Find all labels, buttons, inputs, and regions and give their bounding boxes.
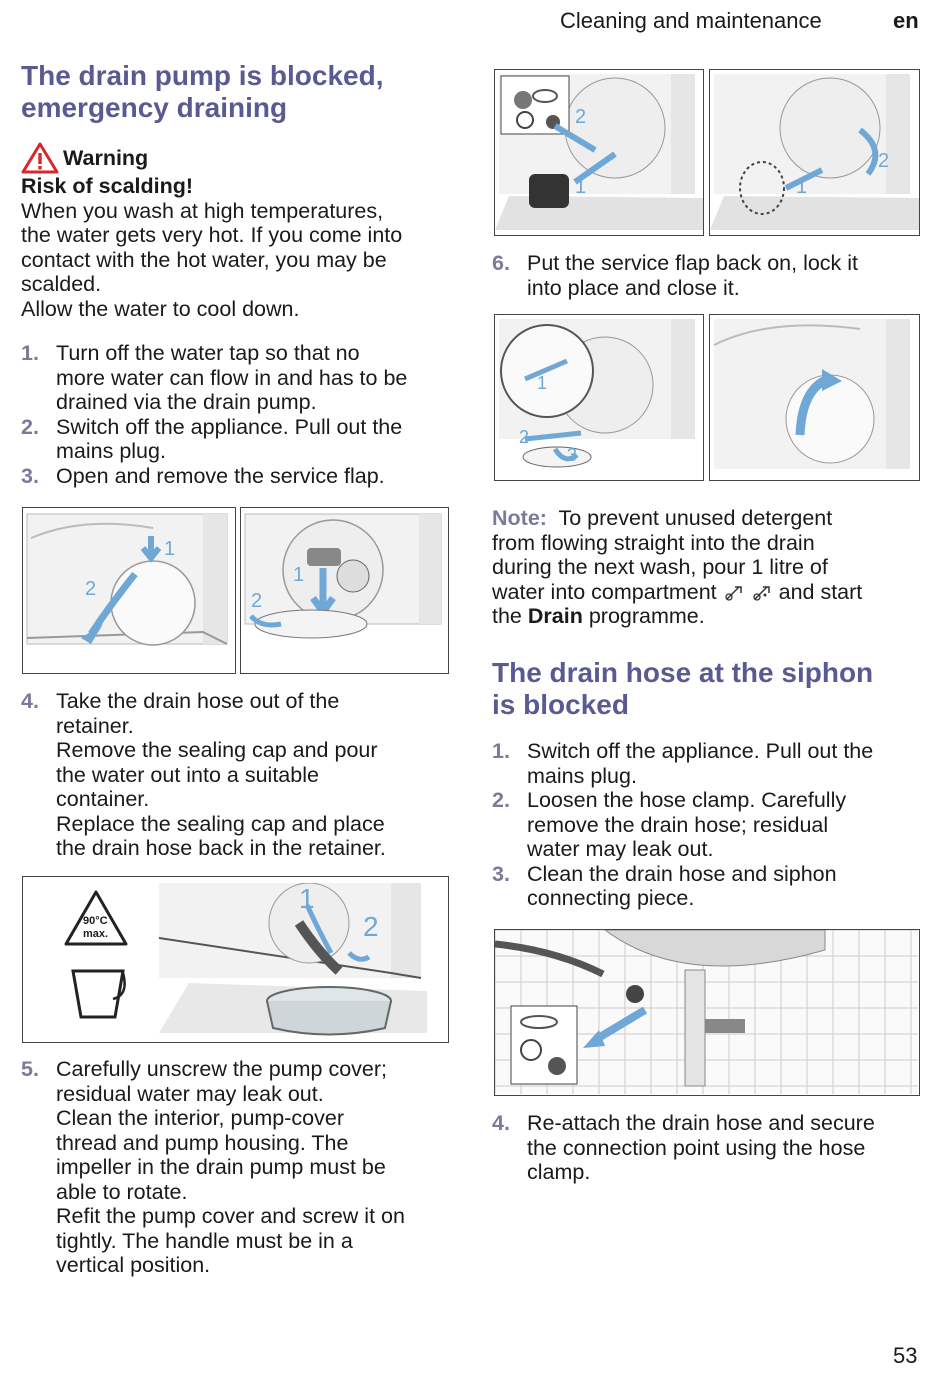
step-line: Switch off the appliance. Pull out the — [527, 739, 874, 763]
list-item — [21, 415, 451, 464]
figure-label: 2 — [85, 578, 97, 600]
warning-body — [21, 199, 451, 322]
list-item — [21, 1057, 451, 1278]
step-line: Refit the pump cover and screw it on — [56, 1204, 405, 1228]
figure-siphon — [494, 929, 920, 1096]
step-line: more water can flow in and has to be — [56, 365, 408, 390]
step-line: the water out into a suitable — [56, 762, 319, 787]
steps-list-c — [21, 1057, 451, 1278]
figure-panel — [240, 507, 449, 674]
list-item — [492, 739, 922, 788]
detergent-compartment-icon — [723, 583, 745, 601]
list-item — [492, 251, 922, 300]
step-line: vertical position. — [56, 1253, 211, 1277]
figure-label: 3 — [567, 445, 578, 465]
note-line: during the next wash, pour 1 litre of — [492, 555, 828, 579]
machine-illustration — [241, 508, 449, 674]
note-line: from flowing straight into the drain — [492, 530, 815, 555]
title-line: emergency draining — [21, 92, 288, 123]
warning-triangle-icon — [21, 142, 59, 174]
figure-label: 1 — [164, 538, 176, 560]
section-title-siphon — [492, 657, 922, 721]
machine-illustration — [495, 70, 704, 236]
figure-label: 2 — [575, 106, 587, 128]
warning-line: contact with the hot water, you may be — [21, 247, 387, 272]
bucket-icon — [67, 965, 129, 1021]
step-line: container. — [56, 787, 150, 811]
step-line: able to rotate. — [56, 1179, 188, 1204]
figure-label: 2 — [878, 150, 890, 172]
step-line: clamp. — [527, 1160, 591, 1184]
figure-close-service-flap — [494, 314, 920, 481]
title-line: The drain hose at the siphon — [492, 657, 874, 688]
machine-illustration — [710, 315, 920, 481]
step-number: 2. — [492, 788, 510, 812]
right-section-block — [492, 657, 922, 911]
figure-emergency-draining — [22, 876, 449, 1043]
steps-list-right-a — [492, 251, 922, 300]
note-line — [492, 580, 922, 605]
step-number: 3. — [492, 861, 510, 886]
siphon-illustration — [495, 930, 918, 1094]
figure-label: 2 — [363, 911, 379, 942]
machine-illustration — [495, 315, 704, 481]
step-line: Take the drain hose out of the — [56, 689, 340, 713]
step-line: the connection point using the hose — [527, 1135, 866, 1160]
step-line: water may leak out. — [527, 837, 714, 861]
title-line: The drain pump is blocked, — [21, 60, 384, 91]
note-text: and start — [778, 579, 863, 604]
step-line: Remove the sealing cap and pour — [56, 738, 378, 762]
note-text: To prevent unused detergent — [558, 506, 833, 530]
step-line: Re-attach the drain hose and secure — [527, 1111, 875, 1135]
step-number: 2. — [21, 414, 39, 439]
list-item — [492, 862, 922, 911]
warning-label: Warning — [63, 145, 149, 170]
step-line: into place and close it. — [527, 275, 740, 300]
warning-line: scalded. — [21, 272, 102, 296]
steps-list-right-c — [492, 1111, 922, 1185]
step-line: Switch off the appliance. Pull out the — [56, 414, 403, 439]
step-line: Clean the interior, pump-cover — [56, 1106, 345, 1130]
steps-list-a — [21, 341, 451, 488]
note-text: the — [492, 604, 522, 628]
figure-pump-cover — [494, 69, 920, 236]
step-number: 1. — [492, 739, 510, 763]
note-line — [492, 604, 922, 629]
step-line: the drain hose back in the retainer. — [56, 836, 386, 860]
list-item — [492, 788, 922, 862]
step-line: Replace the sealing cap and place — [56, 811, 385, 836]
temperature-label: 90°C — [83, 915, 108, 927]
warning-line: Allow the water to cool down. — [21, 296, 300, 321]
step-line: remove the drain hose; residual — [527, 812, 829, 837]
temperature-label: max. — [83, 928, 109, 940]
step-number: 6. — [492, 251, 510, 275]
list-item — [21, 464, 451, 489]
step-line: retainer. — [56, 713, 134, 738]
warning-line: When you wash at high temperatures, — [21, 198, 384, 223]
note-text: programme. — [588, 604, 705, 628]
steps-list-b — [21, 689, 451, 861]
warning-line: the water gets very hot. If you come into — [21, 223, 403, 247]
step-line: Carefully unscrew the pump cover; — [56, 1057, 388, 1081]
header-section-title: Cleaning and maintenance — [560, 8, 822, 33]
figure-panel — [22, 507, 236, 674]
list-item — [21, 341, 451, 415]
figure-panel — [494, 69, 704, 236]
step-line: Clean the drain hose and siphon — [527, 861, 837, 886]
figure-panel — [709, 69, 920, 236]
step-line: tightly. The handle must be in a — [56, 1228, 353, 1253]
step-line: mains plug. — [527, 763, 637, 788]
page-number: 53 — [893, 1343, 918, 1368]
machine-illustration — [23, 508, 236, 674]
note-text: water into compartment — [492, 579, 717, 604]
step-line: drained via the drain pump. — [56, 390, 317, 414]
figure-label: 2 — [251, 590, 263, 612]
left-step-4-block — [21, 689, 451, 861]
figure-label: 1 — [537, 373, 548, 393]
machine-illustration — [159, 883, 427, 1038]
title-line: is blocked — [492, 689, 629, 720]
left-step-5-block — [21, 1057, 451, 1278]
figure-label: 1 — [299, 883, 315, 914]
step-number: 5. — [21, 1057, 39, 1081]
step-number: 4. — [21, 689, 39, 713]
steps-list-right-b — [492, 739, 922, 911]
figure-panel — [494, 314, 704, 481]
left-column — [21, 60, 451, 488]
note-block — [492, 506, 922, 629]
step-number: 4. — [492, 1111, 510, 1135]
step-line: thread and pump housing. The — [56, 1130, 349, 1155]
step-line: Loosen the hose clamp. Carefully — [527, 788, 847, 812]
figure-label: 2 — [519, 427, 530, 447]
step-line: Put the service flap back on, lock it — [527, 251, 859, 275]
step-line: impeller in the drain pump must be — [56, 1155, 386, 1179]
section-title-drain-pump — [21, 60, 451, 124]
header-language: en — [893, 8, 919, 33]
step-line: mains plug. — [56, 439, 166, 463]
step-number: 1. — [21, 341, 39, 365]
figure-panel — [709, 314, 920, 481]
figure-label: 1 — [293, 564, 305, 586]
figure-label: 1 — [796, 176, 808, 198]
note-line — [492, 506, 922, 531]
step-line: residual water may leak out. — [56, 1081, 324, 1106]
step-number: 3. — [21, 463, 39, 488]
figure-label: 1 — [575, 176, 587, 198]
step-line: Open and remove the service flap. — [56, 463, 385, 488]
right-step-6-block — [492, 251, 922, 300]
programme-name: Drain — [527, 604, 583, 628]
figure-open-service-flap — [22, 507, 449, 674]
right-step-4-block — [492, 1111, 922, 1185]
warning-heading — [21, 142, 451, 174]
step-line: Turn off the water tap so that no — [56, 341, 360, 365]
warning-headline: Risk of scalding! — [21, 174, 194, 198]
note-label: Note: — [492, 506, 547, 530]
detergent-compartment-icon — [751, 583, 773, 601]
list-item — [492, 1111, 922, 1185]
step-line: connecting piece. — [527, 886, 695, 910]
list-item — [21, 689, 451, 861]
